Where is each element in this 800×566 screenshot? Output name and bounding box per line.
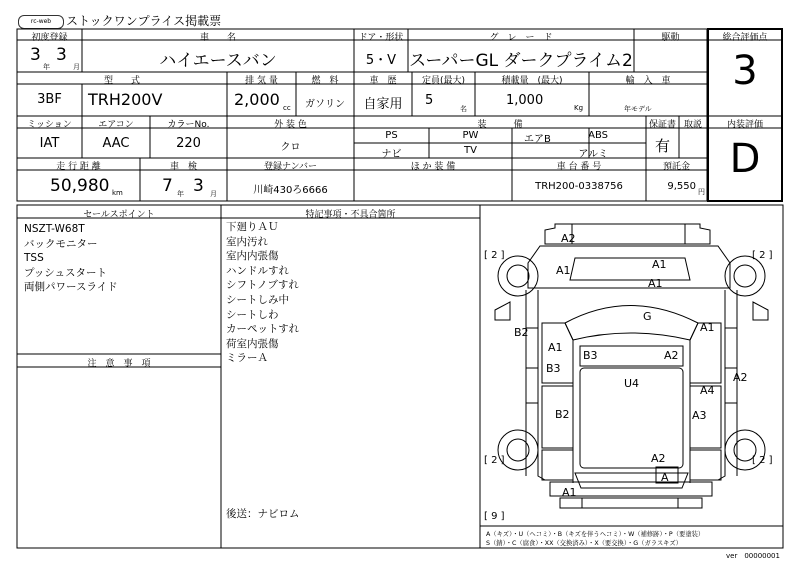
inspection-year-unit: 年 [177, 190, 184, 198]
damage-label: A2 [651, 452, 666, 465]
list-item: 両側パワースライド [24, 281, 118, 294]
damage-label: A2 [664, 349, 679, 362]
exterior-color-header: 外 装 色 [274, 120, 307, 130]
import-model-year: 年モデル [624, 105, 652, 113]
tire-bracket-rear-left: [ 2 ] [484, 455, 505, 466]
load-value: 1,000 [506, 93, 544, 108]
damage-label: A [661, 471, 669, 484]
damage-label: A1 [700, 321, 715, 334]
capacity-unit: 名 [460, 105, 467, 113]
capacity-value: 5 [425, 93, 434, 108]
list-item: TSS [24, 252, 44, 265]
equip-ps: PS [385, 130, 398, 141]
interior-score-value: D [729, 136, 761, 182]
list-item: バックモニター [24, 237, 98, 250]
page-title: ストックワンプライス掲載票 [66, 14, 222, 28]
exterior-color-value: クロ [280, 142, 301, 153]
displacement-value: 2,000 [234, 90, 280, 109]
year-unit: 年 [43, 63, 50, 71]
list-item: シートしみ中 [226, 293, 289, 306]
company-logo: rc-web [18, 15, 64, 29]
history-value: 自家用 [363, 97, 403, 112]
warranty-value: 有 [654, 137, 670, 155]
equip-abs: ABS [588, 130, 608, 141]
equipment-header: 装 備 [477, 120, 523, 130]
damage-label: B3 [583, 349, 598, 362]
list-item: シートしわ [226, 308, 279, 321]
fuel-header: 燃 料 [311, 76, 339, 86]
damage-label: A1 [562, 486, 577, 499]
first-reg-year: 3 [30, 45, 41, 65]
damage-label: B3 [546, 362, 561, 375]
inspection-header: 車 検 [169, 162, 197, 172]
other-equipment-header: ほ か 装 備 [410, 162, 456, 172]
car-name-header: 車 名 [199, 33, 236, 43]
damage-label: A4 [700, 384, 715, 397]
tire-bracket-front-right: [ 2 ] [752, 250, 773, 261]
notes-header: 注 意 事 項 [87, 359, 151, 369]
list-item: NSZT-W68T [24, 223, 85, 235]
history-header: 車 歴 [369, 76, 397, 86]
capacity-header: 定員(最大) [421, 76, 466, 86]
list-item: 荷室内張傷 [226, 337, 279, 350]
list-item: ミラーＡ [226, 352, 268, 365]
deposit-unit: 円 [698, 188, 705, 196]
inspection-month: 3 [193, 176, 204, 196]
model-value: TRH200V [88, 90, 163, 109]
grade-value: スーパーGL ダークプライム2 [409, 51, 633, 71]
damage-label: U4 [624, 377, 640, 390]
inspection-year: 7 [162, 176, 173, 196]
chassis-no-value: TRH200-0338756 [535, 181, 623, 192]
door-shape-header: ドア・形状 [358, 33, 404, 43]
inspection-list [226, 220, 299, 366]
car-name-value: ハイエースバン [159, 51, 277, 71]
plate-value: 川崎430ろ6666 [253, 185, 328, 196]
legend-line-2: S（錆）・C（腐食）・XX（交換済み）・X（要交換）・G（ガラスキズ） [486, 540, 682, 547]
model-header: 型 式 [103, 76, 140, 86]
sales-points-header: セールスポイント [83, 210, 155, 220]
fuel-value: ガソリン [305, 99, 345, 110]
mission-value: IAT [39, 136, 60, 151]
list-item: シフトノブすれ [226, 279, 299, 292]
equip-alloy: アルミ [578, 149, 608, 160]
equip-airbag: エアB [524, 134, 551, 145]
inspection-notes-header: 特記事項・不具合箇所 [305, 210, 396, 220]
mileage-header: 走 行 距 離 [56, 162, 101, 172]
deposit-header: 預託金 [662, 162, 690, 172]
plate-header: 登録ナンバー [264, 162, 317, 172]
tire-bracket-spare: [ 9 ] [484, 511, 505, 522]
inspection-month-unit: 月 [210, 190, 217, 198]
damage-label: B2 [514, 326, 529, 339]
warranty-header: 保証書 [648, 120, 676, 130]
manual-header: 取説 [683, 120, 702, 130]
damage-label: A2 [733, 371, 748, 384]
damage-label: A1 [556, 264, 571, 277]
list-item: カーペットすれ [226, 323, 300, 336]
mileage-value: 50,980 [50, 176, 110, 196]
list-item: 下廻りＡＵ [226, 221, 279, 233]
equip-tv: TV [464, 145, 477, 156]
list-item: プッシュスタート [24, 266, 108, 279]
aircon-header: エアコン [98, 120, 134, 130]
overall-score-header: 総合評価点 [722, 33, 768, 43]
list-item: 室内内張傷 [226, 250, 279, 263]
overall-score-value: 3 [732, 48, 758, 94]
first-reg-month: 3 [56, 45, 67, 65]
import-header: 輸 入 車 [625, 76, 671, 86]
mission-header: ミッション [27, 120, 72, 130]
damage-label: G [643, 310, 652, 323]
list-item: 室内汚れ [226, 235, 268, 248]
inspection-footer: 後送：ナビロム [226, 508, 300, 520]
legend-line-1: A（キズ）・U（ヘコミ）・B（キズを伴うヘコミ）・W（補修跡）・P（要塗装） [486, 531, 705, 538]
load-header: 積載量 (最大) [501, 76, 563, 86]
equip-pw: PW [462, 130, 479, 141]
aircon-value: AAC [102, 136, 130, 151]
sales-points-list [24, 222, 118, 295]
damage-label: A1 [548, 341, 563, 354]
model-prefix: 3BF [37, 92, 62, 107]
tire-bracket-rear-right: [ 2 ] [752, 455, 773, 466]
load-unit: Kg [574, 104, 584, 112]
interior-score-header: 内装評価 [726, 120, 763, 130]
displacement-unit: cc [283, 104, 291, 112]
damage-label: A3 [692, 409, 707, 422]
version-label: ver 00000001 [726, 552, 780, 560]
damage-label: A1 [652, 258, 667, 271]
chassis-no-header: 車 台 番 号 [556, 162, 602, 172]
month-unit: 月 [73, 63, 80, 71]
first-reg-header: 初度登録 [31, 33, 68, 43]
color-no-header: カラーNo. [167, 120, 210, 130]
drive-header: 駆動 [661, 33, 680, 43]
damage-label: A1 [648, 277, 663, 290]
grade-header: グ レ ー ド [489, 33, 553, 43]
damage-label: B2 [555, 408, 570, 421]
equip-navi: ナビ [381, 149, 402, 160]
color-no-value: 220 [176, 136, 201, 151]
damage-label: A2 [561, 232, 576, 245]
list-item: ハンドルすれ [226, 264, 289, 277]
displacement-header: 排 気 量 [245, 76, 278, 86]
door-shape-value: 5・V [365, 53, 397, 68]
mileage-unit: km [112, 189, 123, 197]
deposit-value: 9,550 [667, 181, 696, 192]
tire-bracket-front-left: [ 2 ] [484, 250, 505, 261]
